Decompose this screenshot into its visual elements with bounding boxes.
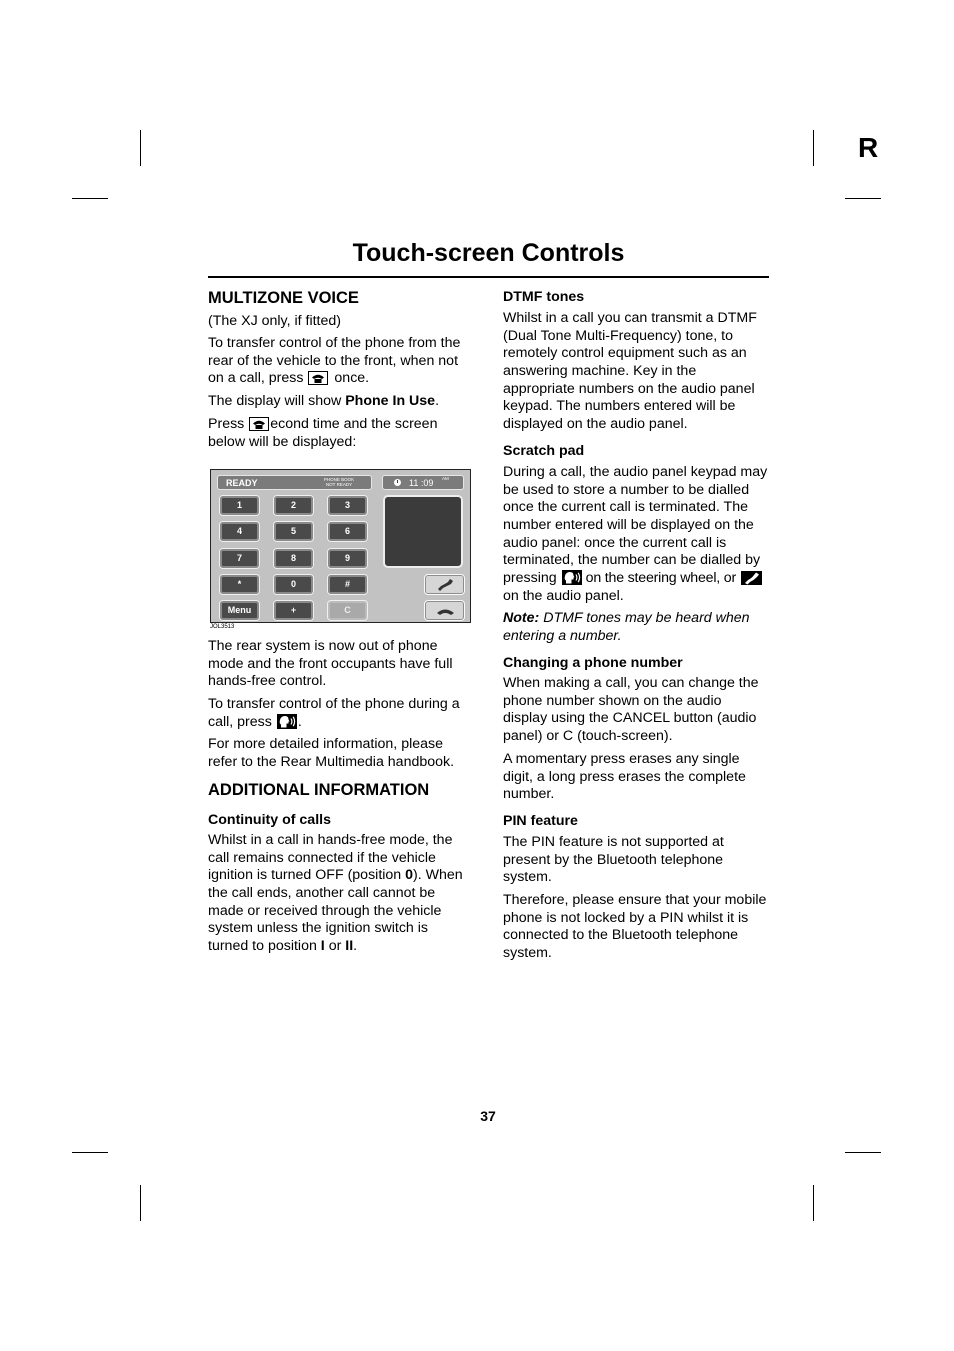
paragraph-text: ignition is turned OFF (position xyxy=(208,867,406,884)
paragraph-line: panel) or C (touch-screen). xyxy=(503,728,673,745)
transfer-front-paragraph xyxy=(208,335,460,388)
crop-mark-bottom-right-horizontal xyxy=(845,1152,881,1153)
paragraph-line: the call ends, another call cannot be xyxy=(208,885,436,902)
paragraph-line: on the audio panel. xyxy=(503,587,624,604)
paragraph-text: The display will show xyxy=(208,393,346,409)
call-end-button xyxy=(424,600,465,621)
paragraph-line: For more detailed information, please xyxy=(208,736,444,752)
clock-time: 11 :09 xyxy=(409,478,434,488)
key-2: 2 xyxy=(273,495,314,516)
clock-icon xyxy=(394,479,401,486)
key-7: 7 xyxy=(219,548,260,569)
multizone-voice-heading: MULTIZONE VOICE xyxy=(208,289,359,307)
key-4: 4 xyxy=(219,521,260,542)
paragraph-line xyxy=(503,570,767,588)
paragraph-line: When making a call, you can change the xyxy=(503,675,759,691)
clock-bar xyxy=(382,475,464,490)
dtmf-paragraph xyxy=(503,310,757,434)
number-display-panel xyxy=(383,495,463,568)
key-plus: + xyxy=(273,600,314,621)
paragraph-line: audio panel: once the current call is xyxy=(503,534,727,551)
phonebook-status xyxy=(314,477,364,487)
status-text: READY xyxy=(226,478,258,488)
key-5: 5 xyxy=(273,521,314,542)
figure-label: JOL3513 xyxy=(210,624,235,630)
paragraph-line: refer to the Rear Multimedia handbook. xyxy=(208,753,455,770)
paragraph-line: call remains connected if the vehicle xyxy=(208,849,436,866)
paragraph-line xyxy=(208,393,439,411)
paragraph-line: system unless the ignition switch is xyxy=(208,920,428,937)
paragraph-line: be used to store a number to be dialled xyxy=(503,481,750,498)
paragraph-line: entering a number. xyxy=(503,627,622,644)
key-clear: C xyxy=(327,600,368,621)
paragraph-line: answering machine. Key in the xyxy=(503,363,697,380)
call-answer-button xyxy=(424,574,465,595)
paragraph-line: During a call, the audio panel keypad may xyxy=(503,464,768,480)
paragraph-line: system. xyxy=(503,945,552,962)
key-3: 3 xyxy=(327,495,368,516)
paragraph-line xyxy=(208,416,437,434)
pin-feature-paragraph xyxy=(503,834,724,887)
paragraph-line: The rear system is now out of phone xyxy=(208,638,438,654)
paragraph-line xyxy=(208,714,460,732)
crop-mark-top-left-horizontal xyxy=(72,198,108,199)
paragraph-line: below will be displayed: xyxy=(208,433,357,450)
crop-mark-top-left-vertical xyxy=(140,130,141,166)
paragraph-line: appropriate numbers on the audio panel xyxy=(503,380,755,397)
paragraph-line xyxy=(208,938,463,956)
crop-mark-top-right-vertical xyxy=(813,130,814,166)
paragraph-line: number. xyxy=(503,786,555,803)
page-number: 37 xyxy=(480,1108,496,1124)
paragraph-line: displayed on the audio panel. xyxy=(503,416,688,433)
key-0: 0 xyxy=(273,574,314,595)
section-letter: R xyxy=(858,132,879,163)
key-hash: # xyxy=(327,574,368,595)
paragraph-line: To transfer control of the phone from the xyxy=(208,335,461,351)
paragraph-line: keypad. The numbers entered will be xyxy=(503,398,736,415)
paragraph-line: digit, a long press erases the complete xyxy=(503,768,746,785)
paragraph-text: on the steering wheel, or xyxy=(585,570,737,587)
paragraph-text: ). When xyxy=(413,867,463,884)
position-one: I xyxy=(320,938,325,955)
telephone-handset-icon xyxy=(741,571,762,591)
additional-information-heading: ADDITIONAL INFORMATION xyxy=(208,781,430,799)
paragraph-line: number entered will be displayed on the xyxy=(503,517,754,534)
paragraph-line: Whilst in a call in hands-free mode, the xyxy=(208,832,453,848)
paragraph-line: hands-free control. xyxy=(208,673,327,690)
telephone-button-icon xyxy=(308,371,328,391)
key-1: 1 xyxy=(219,495,260,516)
phonebook-status-line: PHONE BOOK xyxy=(323,477,355,482)
paragraph-text: on a call, press xyxy=(208,370,304,387)
momentary-press-paragraph xyxy=(503,751,746,804)
dtmf-heading: DTMF tones xyxy=(503,289,585,305)
xj-note-line: (The XJ only, if fitted) xyxy=(208,313,341,329)
paragraph-text: turned to position xyxy=(208,938,321,955)
pin-feature-heading: PIN feature xyxy=(503,813,578,829)
note-label: Note: xyxy=(503,610,540,626)
paragraph-text: call, press xyxy=(208,713,272,730)
touch-screen-keypad-figure xyxy=(210,469,471,623)
position-two: II xyxy=(345,938,354,955)
paragraph-line: terminated, the number can be dialled by xyxy=(503,552,761,569)
paragraph-line: A momentary press erases any single xyxy=(503,751,740,767)
paragraph-line: Therefore, please ensure that your mobile xyxy=(503,892,767,908)
paragraph-text: . xyxy=(435,393,440,409)
paragraph-line: system. xyxy=(503,869,552,886)
therefore-paragraph xyxy=(503,892,766,963)
status-bar xyxy=(217,475,372,490)
phonebook-status-line: NOT READY xyxy=(325,482,353,487)
page-title: Touch-screen Controls xyxy=(352,239,625,267)
paragraph-line: phone number shown on the audio xyxy=(503,692,722,709)
note-paragraph xyxy=(503,610,750,645)
rear-out-paragraph xyxy=(208,638,453,691)
changing-number-heading: Changing a phone number xyxy=(503,655,683,671)
press-second-paragraph xyxy=(208,416,437,451)
paragraph-line: mode and the front occupants have full xyxy=(208,655,453,672)
crop-mark-top-right-horizontal xyxy=(845,198,881,199)
paragraph-line: once the current call is terminated. The xyxy=(503,499,748,516)
paragraph-text: pressing xyxy=(503,570,557,587)
clock-suffix: AM xyxy=(442,476,449,481)
key-6: 6 xyxy=(327,521,368,542)
paragraph-line: remotely control equipment such as an xyxy=(503,345,747,362)
paragraph-text: . xyxy=(353,938,358,955)
paragraph-text: econd time and the screen xyxy=(270,416,438,432)
changing-number-paragraph xyxy=(503,675,759,746)
transfer-during-paragraph xyxy=(208,696,460,731)
paragraph-line xyxy=(503,610,750,628)
scratch-pad-paragraph xyxy=(503,464,767,606)
phone-hangup-icon xyxy=(436,604,455,618)
voice-control-icon xyxy=(277,714,297,735)
key-8: 8 xyxy=(273,548,314,569)
crop-mark-bottom-left-horizontal xyxy=(72,1152,108,1153)
display-show-paragraph xyxy=(208,393,439,411)
paragraph-line: present by the Bluetooth telephone xyxy=(503,851,724,868)
phone-pickup-icon xyxy=(436,578,455,592)
paragraph-text: . xyxy=(297,713,302,730)
key-9: 9 xyxy=(327,548,368,569)
paragraph-line: made or received through the vehicle xyxy=(208,902,442,919)
scratch-pad-heading: Scratch pad xyxy=(503,443,585,459)
crop-mark-bottom-left-vertical xyxy=(140,1185,141,1221)
more-info-paragraph xyxy=(208,736,454,771)
paragraph-line: The PIN feature is not supported at xyxy=(503,834,724,850)
title-rule xyxy=(208,276,769,278)
paragraph-line: connected to the Bluetooth telephone xyxy=(503,927,739,944)
xj-note xyxy=(208,313,341,331)
crop-mark-bottom-right-vertical xyxy=(813,1185,814,1221)
paragraph-text: Press xyxy=(208,416,245,432)
paragraph-text: once. xyxy=(334,370,370,387)
paragraph-line: Whilst in a call you can transmit a DTMF xyxy=(503,310,757,326)
paragraph-text: DTMF tones may be heard when xyxy=(539,610,750,626)
paragraph-line: display using the CANCEL button (audio xyxy=(503,710,757,727)
paragraph-line: phone is not locked by a PIN whilst it is xyxy=(503,909,749,926)
continuity-paragraph xyxy=(208,832,463,956)
paragraph-line xyxy=(208,867,463,885)
paragraph-line: To transfer control of the phone during a xyxy=(208,696,460,712)
paragraph-line: (Dual Tone Multi-Frequency) tone, to xyxy=(503,327,733,344)
continuity-heading: Continuity of calls xyxy=(208,812,331,828)
paragraph-line: rear of the vehicle to the front, when not xyxy=(208,352,459,369)
paragraph-line xyxy=(208,370,460,388)
position-zero: 0 xyxy=(405,867,414,884)
phone-in-use-text: Phone In Use xyxy=(345,393,436,409)
paragraph-text: or xyxy=(324,938,346,955)
key-menu: Menu xyxy=(219,600,260,621)
key-star: * xyxy=(219,574,260,595)
